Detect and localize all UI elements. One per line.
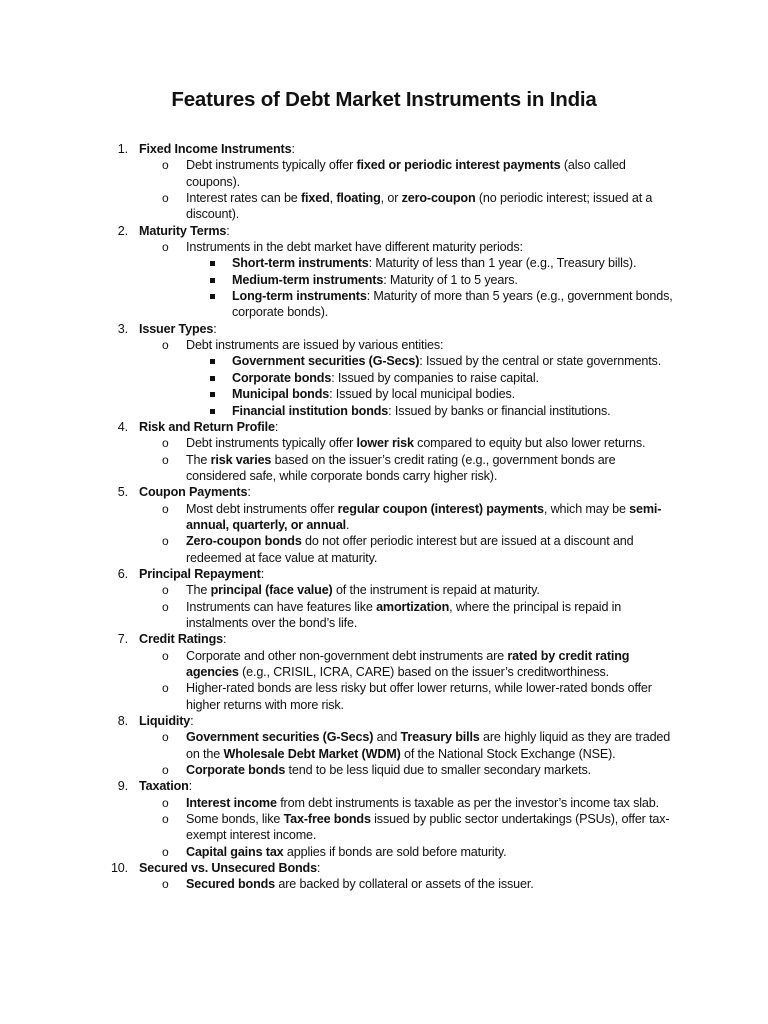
circle-bullet-icon: o <box>162 877 169 892</box>
heading-colon: : <box>316 861 321 876</box>
text-run: : Maturity of less than 1 year (e.g., Treasury bills). <box>368 256 637 271</box>
bold-text: lower risk <box>356 436 414 451</box>
bold-text: zero-coupon <box>401 191 476 206</box>
text-run: Instruments can have features like <box>186 599 377 614</box>
nested-bullet-item <box>114 255 674 271</box>
circle-bullet-icon: o <box>162 730 169 745</box>
text-run: based on the issuer’s credit rating (e.g., government bonds are considered safe, while corporate bonds carry higher risk). <box>186 452 616 483</box>
text-run: from debt instruments is taxable as per the investor’s income tax slab. <box>276 795 659 810</box>
text-run: , <box>329 191 337 206</box>
circle-bullet-icon: o <box>162 681 169 696</box>
text-run: of the instrument is repaid at maturity. <box>332 583 540 598</box>
text-run: : Issued by banks or financial institutions. <box>388 403 611 418</box>
text-run: issued by public sector undertakings (PSUs), offer tax-exempt interest income. <box>186 812 670 843</box>
bold-text: Corporate bonds <box>186 763 286 778</box>
text-run: Debt instruments typically offer <box>186 436 357 451</box>
heading-colon: : <box>260 566 265 581</box>
text-run: : Maturity of 1 to 5 years. <box>383 272 518 287</box>
item-number: 10. <box>110 861 128 876</box>
text-run: Higher-rated bonds are less risky but offer lower returns, while lower-rated bonds offer higher returns with more risk. <box>186 681 652 712</box>
text-run: Most debt instruments offer <box>186 501 338 516</box>
nested-bullet-item <box>114 386 674 402</box>
list-item <box>114 778 674 794</box>
sub-bullet-item <box>114 844 674 860</box>
bold-text: Short-term instruments <box>232 256 369 271</box>
item-number: 9. <box>117 779 128 794</box>
circle-bullet-icon: o <box>162 763 169 778</box>
text-run: and <box>373 730 401 745</box>
list-item <box>114 484 674 500</box>
bold-text: Government securities (G-Secs) <box>186 730 374 745</box>
list-item <box>114 566 674 582</box>
sub-bullet-item <box>114 680 674 713</box>
heading-colon: : <box>247 485 251 500</box>
sub-bullet-item <box>114 811 674 844</box>
item-number: 8. <box>117 714 128 729</box>
item-heading: Fixed Income Instruments <box>139 142 292 156</box>
text-run: compared to equity but also lower returns. <box>413 436 646 451</box>
item-number: 3. <box>117 321 128 336</box>
circle-bullet-icon: o <box>162 436 169 451</box>
text-run: (also called coupons). <box>186 158 626 189</box>
bold-text: amortization <box>376 599 450 614</box>
square-bullet-icon <box>210 261 215 266</box>
bold-text: Medium-term instruments <box>232 272 384 287</box>
item-heading: Secured vs. Unsecured Bonds <box>139 861 317 876</box>
text-run: The <box>186 452 211 467</box>
text-run: Debt instruments typically offer <box>186 158 357 173</box>
circle-bullet-icon: o <box>162 534 169 549</box>
bold-text: floating <box>336 191 381 206</box>
bold-text: fixed or periodic interest payments <box>356 158 561 173</box>
circle-bullet-icon: o <box>162 158 169 173</box>
list-item <box>114 419 674 435</box>
circle-bullet-icon: o <box>162 191 169 206</box>
list-item <box>114 223 674 239</box>
circle-bullet-icon: o <box>162 795 169 810</box>
list-item <box>114 713 674 729</box>
text-run: , or <box>380 191 402 206</box>
bold-text: Corporate bonds <box>232 370 332 385</box>
heading-colon: : <box>213 321 217 336</box>
item-heading: Principal Repayment <box>139 566 261 581</box>
bold-text: fixed <box>301 191 330 206</box>
heading-colon: : <box>226 223 230 238</box>
list-item <box>110 860 674 876</box>
square-bullet-icon <box>210 409 215 414</box>
sub-bullet-item <box>114 762 674 778</box>
bold-text: risk varies <box>210 452 272 467</box>
text-run: Interest rates can be <box>186 191 302 206</box>
list-item <box>114 141 674 157</box>
item-heading: Liquidity <box>139 714 191 729</box>
item-number: 5. <box>117 485 128 500</box>
heading-colon: : <box>190 714 194 729</box>
text-run: : Issued by companies to raise capital. <box>331 370 539 385</box>
nested-bullet-item <box>114 288 674 321</box>
text-run: do not offer periodic interest but are issued at a discount and redeemed at face value at maturity. <box>186 534 634 565</box>
circle-bullet-icon: o <box>162 338 169 353</box>
nested-bullet-item <box>114 272 674 288</box>
text-run: : Issued by the central or state governments. <box>419 354 662 369</box>
bold-text: Capital gains tax <box>186 844 284 859</box>
bold-text: regular coupon (interest) payments <box>337 501 544 516</box>
sub-bullet-item <box>114 795 674 811</box>
square-bullet-icon <box>210 278 215 283</box>
circle-bullet-icon: o <box>162 812 169 827</box>
square-bullet-icon <box>210 359 215 364</box>
item-number: 2. <box>117 223 128 238</box>
bold-text: Treasury bills <box>400 730 480 745</box>
sub-bullet-item <box>114 337 674 353</box>
circle-bullet-icon: o <box>162 583 169 598</box>
sub-bullet-item <box>114 157 674 190</box>
text-run: (no periodic interest; issued at a discount). <box>186 191 653 222</box>
text-run: , which may be <box>543 501 630 516</box>
item-heading: Coupon Payments <box>139 485 248 500</box>
list-item <box>114 321 674 337</box>
text-run: The <box>186 583 211 598</box>
item-number: 1. <box>117 142 128 156</box>
sub-bullet-item <box>114 729 674 762</box>
circle-bullet-icon: o <box>162 452 169 467</box>
bold-text: Secured bonds <box>186 877 276 892</box>
item-number: 6. <box>117 566 128 581</box>
bold-text: Municipal bonds <box>232 387 330 402</box>
bold-text: semi-annual, quarterly, or annual <box>186 501 662 532</box>
sub-bullet-item <box>114 648 674 681</box>
numbered-list <box>110 141 674 893</box>
heading-colon: : <box>188 779 193 794</box>
item-heading: Risk and Return Profile <box>139 419 275 434</box>
sub-bullet-item <box>114 599 674 632</box>
nested-bullet-item <box>114 353 674 369</box>
text-run: , where the principal is repaid in instalments over the bond’s life. <box>186 599 622 630</box>
bold-text: Interest income <box>186 795 277 810</box>
text-run: Debt instruments are issued by various entities: <box>186 338 444 353</box>
text-run: are highly liquid as they are traded on the <box>186 730 671 761</box>
text-run: : Issued by local municipal bodies. <box>329 387 515 402</box>
sub-bullet-item <box>114 582 674 598</box>
list-item <box>114 631 674 647</box>
item-number: 4. <box>117 419 128 434</box>
circle-bullet-icon: o <box>162 844 169 859</box>
text-run: of the National Stock Exchange (NSE). <box>400 746 616 761</box>
sub-bullet-item <box>114 501 674 534</box>
circle-bullet-icon: o <box>162 648 169 663</box>
text-run: tend to be less liquid due to smaller secondary markets. <box>285 763 591 778</box>
heading-colon: : <box>222 632 227 647</box>
item-heading: Maturity Terms <box>139 223 227 238</box>
text-run: Corporate and other non-government debt instruments are <box>186 648 508 663</box>
heading-colon: : <box>274 419 279 434</box>
square-bullet-icon <box>210 376 215 381</box>
item-number: 7. <box>117 632 128 647</box>
heading-colon: : <box>291 142 295 156</box>
circle-bullet-icon: o <box>162 501 169 516</box>
bold-text: Wholesale Debt Market (WDM) <box>223 746 401 761</box>
text-run: (e.g., CRISIL, ICRA, CARE) based on the issuer’s creditworthiness. <box>238 665 609 679</box>
circle-bullet-icon: o <box>162 599 169 614</box>
text-run: . <box>346 517 350 532</box>
nested-bullet-item <box>114 403 674 419</box>
bold-text: Tax-free bonds <box>283 812 371 827</box>
text-run: Some bonds, like <box>186 812 284 827</box>
square-bullet-icon <box>210 392 215 397</box>
item-heading: Credit Ratings <box>139 632 223 647</box>
circle-bullet-icon: o <box>162 240 169 255</box>
item-heading: Taxation <box>139 779 189 794</box>
nested-bullet-item <box>114 370 674 386</box>
bold-text: Long-term instruments <box>232 289 367 304</box>
item-heading: Issuer Types <box>139 321 214 336</box>
sub-bullet-item <box>114 533 674 566</box>
bold-text: Zero-coupon bonds <box>186 534 302 549</box>
bold-text: Government securities (G-Secs) <box>232 354 420 369</box>
bold-text: Financial institution bonds <box>232 403 389 418</box>
sub-bullet-item <box>114 435 674 451</box>
text-run: Instruments in the debt market have different maturity periods: <box>186 240 523 255</box>
bold-text: rated by credit rating agencies <box>186 648 630 679</box>
sub-bullet-item <box>114 876 674 892</box>
square-bullet-icon <box>210 294 215 299</box>
text-run: : Maturity of more than 5 years (e.g., government bonds, corporate bonds). <box>232 289 673 320</box>
text-run: are backed by collateral or assets of the issuer. <box>275 877 534 892</box>
sub-bullet-item <box>114 239 674 255</box>
sub-bullet-item <box>114 190 674 223</box>
page-title: Features of Debt Market Instruments in India <box>171 88 597 111</box>
sub-bullet-item <box>114 452 674 485</box>
text-run: applies if bonds are sold before maturity. <box>283 844 507 859</box>
bold-text: principal (face value) <box>210 583 333 598</box>
